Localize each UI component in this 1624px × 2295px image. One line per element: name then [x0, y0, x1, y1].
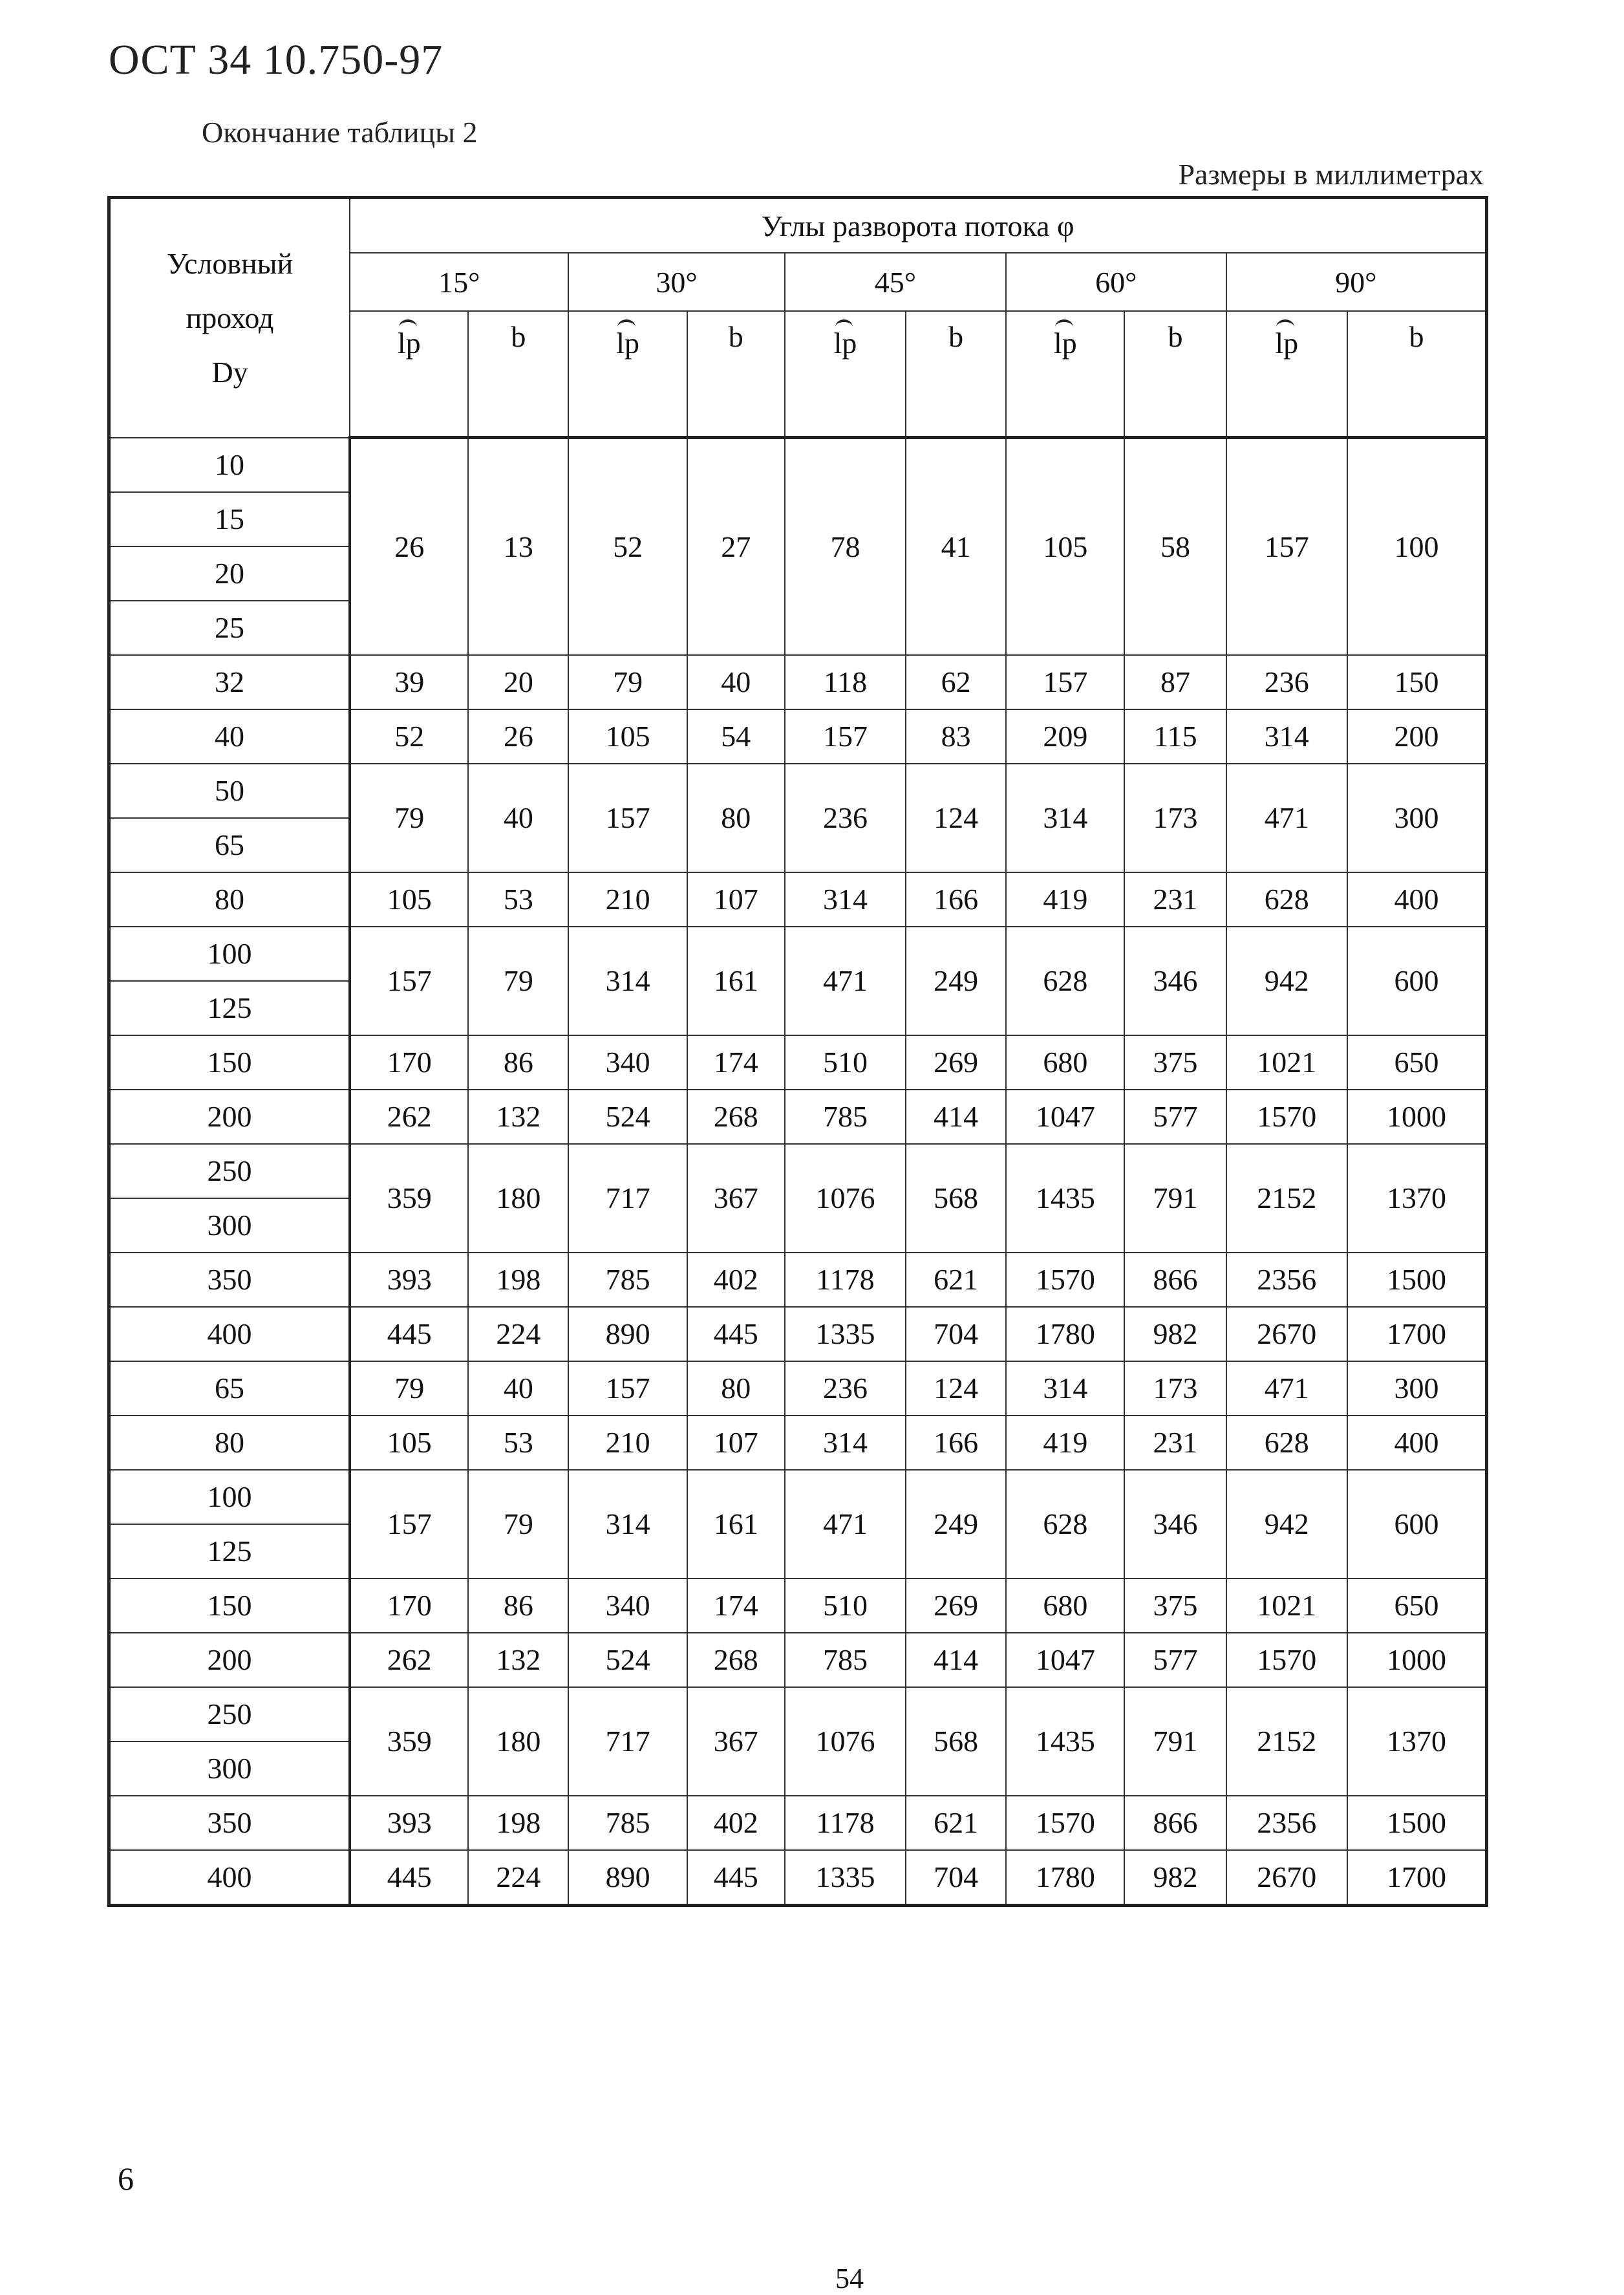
lp-value-cell: 157 [1226, 438, 1347, 655]
dy-cell: 400 [109, 1307, 350, 1361]
lp-header [785, 311, 906, 438]
b-value-cell: 600 [1347, 1470, 1487, 1578]
table-row [109, 1253, 1487, 1307]
b-value-cell: 115 [1124, 709, 1226, 764]
table-row [109, 1470, 1487, 1524]
b-value-cell: 54 [687, 709, 785, 764]
b-value-cell: 577 [1124, 1090, 1226, 1144]
dy-cell: 50 [109, 764, 350, 818]
lp-value-cell: 359 [350, 1687, 468, 1796]
b-value-cell: 600 [1347, 927, 1487, 1035]
table-caption: Окончание таблицы 2 [202, 116, 478, 149]
b-value-cell: 400 [1347, 872, 1487, 927]
dy-cell: 100 [109, 1470, 350, 1524]
table-row [109, 764, 1487, 818]
dy-cell: 20 [109, 546, 350, 601]
b-value-cell: 26 [468, 709, 568, 764]
lp-value-cell: 314 [785, 1416, 906, 1470]
b-value-cell: 86 [468, 1578, 568, 1633]
lp-value-cell: 393 [350, 1796, 468, 1850]
b-value-cell: 20 [468, 655, 568, 709]
lp-value-cell: 393 [350, 1253, 468, 1307]
lp-value-cell: 105 [350, 872, 468, 927]
dy-cell: 125 [109, 1524, 350, 1578]
lp-value-cell: 262 [350, 1633, 468, 1687]
lp-value-cell: 785 [568, 1796, 687, 1850]
b-value-cell: 269 [906, 1035, 1006, 1090]
b-value-cell: 1370 [1347, 1687, 1487, 1796]
lp-value-cell: 471 [1226, 764, 1347, 872]
b-value-cell: 268 [687, 1090, 785, 1144]
b-value-cell: 1370 [1347, 1144, 1487, 1253]
lp-value-cell: 785 [568, 1253, 687, 1307]
dy-header-line: проход [186, 301, 274, 334]
lp-value-cell: 359 [350, 1144, 468, 1253]
lp-value-cell: 680 [1006, 1578, 1124, 1633]
b-value-cell: 150 [1347, 655, 1487, 709]
lp-value-cell: 942 [1226, 1470, 1347, 1578]
lp-value-cell: 2356 [1226, 1796, 1347, 1850]
lp-value-cell: 118 [785, 655, 906, 709]
table-row [109, 1035, 1487, 1090]
table-row [109, 927, 1487, 981]
table-row [109, 1144, 1487, 1198]
lp-value-cell: 1047 [1006, 1090, 1124, 1144]
lp-value-cell: 890 [568, 1850, 687, 1906]
lp-value-cell: 79 [568, 655, 687, 709]
b-value-cell: 621 [906, 1796, 1006, 1850]
table-row [109, 709, 1487, 764]
b-value-cell: 198 [468, 1796, 568, 1850]
lp-value-cell: 1076 [785, 1687, 906, 1796]
lp-value-cell: 628 [1006, 927, 1124, 1035]
dy-cell: 100 [109, 927, 350, 981]
lp-label: lp [834, 319, 857, 360]
dy-cell: 150 [109, 1035, 350, 1090]
b-value-cell: 402 [687, 1796, 785, 1850]
lp-value-cell: 1047 [1006, 1633, 1124, 1687]
b-value-cell: 174 [687, 1578, 785, 1633]
lp-value-cell: 262 [350, 1090, 468, 1144]
b-value-cell: 866 [1124, 1253, 1226, 1307]
sheet-number: 54 [835, 2263, 864, 2294]
b-value-cell: 568 [906, 1687, 1006, 1796]
b-value-cell: 224 [468, 1307, 568, 1361]
b-value-cell: 445 [687, 1307, 785, 1361]
b-value-cell: 86 [468, 1035, 568, 1090]
lp-value-cell: 52 [350, 709, 468, 764]
table-row [109, 872, 1487, 927]
b-value-cell: 27 [687, 438, 785, 655]
lp-value-cell: 79 [350, 1361, 468, 1416]
b-value-cell: 704 [906, 1307, 1006, 1361]
b-value-cell: 53 [468, 872, 568, 927]
table-row [109, 1361, 1487, 1416]
table-row [109, 1796, 1487, 1850]
table-row [109, 1633, 1487, 1687]
b-value-cell: 79 [468, 927, 568, 1035]
lp-value-cell: 1021 [1226, 1035, 1347, 1090]
page-number: 6 [118, 2160, 134, 2197]
units-note: Размеры в миллиметрах [1178, 158, 1484, 191]
dy-cell: 300 [109, 1198, 350, 1253]
dy-cell: 150 [109, 1578, 350, 1633]
b-value-cell: 1000 [1347, 1633, 1487, 1687]
lp-value-cell: 717 [568, 1687, 687, 1796]
b-value-cell: 161 [687, 927, 785, 1035]
b-value-cell: 269 [906, 1578, 1006, 1633]
dimensions-table [107, 196, 1488, 1907]
b-value-cell: 346 [1124, 1470, 1226, 1578]
lp-label: lp [616, 319, 639, 360]
b-value-cell: 414 [906, 1090, 1006, 1144]
b-value-cell: 53 [468, 1416, 568, 1470]
b-value-cell: 791 [1124, 1687, 1226, 1796]
lp-value-cell: 236 [785, 1361, 906, 1416]
table-row [109, 1850, 1487, 1906]
lp-value-cell: 340 [568, 1035, 687, 1090]
lp-value-cell: 157 [1006, 655, 1124, 709]
lp-value-cell: 39 [350, 655, 468, 709]
lp-value-cell: 2356 [1226, 1253, 1347, 1307]
lp-value-cell: 157 [350, 927, 468, 1035]
b-value-cell: 1500 [1347, 1796, 1487, 1850]
b-value-cell: 1000 [1347, 1090, 1487, 1144]
lp-value-cell: 1780 [1006, 1307, 1124, 1361]
b-value-cell: 249 [906, 1470, 1006, 1578]
dy-cell: 65 [109, 818, 350, 872]
dy-cell: 350 [109, 1253, 350, 1307]
b-value-cell: 166 [906, 1416, 1006, 1470]
lp-value-cell: 340 [568, 1578, 687, 1633]
b-value-cell: 41 [906, 438, 1006, 655]
b-value-cell: 268 [687, 1633, 785, 1687]
b-value-cell: 58 [1124, 438, 1226, 655]
dy-cell: 32 [109, 655, 350, 709]
b-header: b [468, 311, 568, 438]
dy-cell: 80 [109, 1416, 350, 1470]
b-value-cell: 982 [1124, 1850, 1226, 1906]
lp-value-cell: 680 [1006, 1035, 1124, 1090]
b-value-cell: 300 [1347, 764, 1487, 872]
b-value-cell: 13 [468, 438, 568, 655]
lp-value-cell: 471 [785, 927, 906, 1035]
lp-value-cell: 1335 [785, 1850, 906, 1906]
lp-value-cell: 419 [1006, 1416, 1124, 1470]
angle-header: 60° [1006, 253, 1226, 311]
dy-cell: 250 [109, 1144, 350, 1198]
b-value-cell: 400 [1347, 1416, 1487, 1470]
b-value-cell: 124 [906, 764, 1006, 872]
lp-header [568, 311, 687, 438]
b-value-cell: 40 [468, 1361, 568, 1416]
lp-value-cell: 170 [350, 1578, 468, 1633]
lp-value-cell: 236 [785, 764, 906, 872]
lp-value-cell: 236 [1226, 655, 1347, 709]
b-value-cell: 173 [1124, 1361, 1226, 1416]
dy-cell: 65 [109, 1361, 350, 1416]
table-row [109, 1416, 1487, 1470]
lp-value-cell: 1178 [785, 1796, 906, 1850]
lp-value-cell: 157 [568, 764, 687, 872]
b-value-cell: 704 [906, 1850, 1006, 1906]
dy-header-line: Dy [211, 355, 248, 389]
b-value-cell: 224 [468, 1850, 568, 1906]
b-value-cell: 83 [906, 709, 1006, 764]
document-code: ОСТ 34 10.750-97 [109, 36, 443, 83]
dy-header-line: Условный [166, 246, 294, 280]
lp-value-cell: 1570 [1226, 1090, 1347, 1144]
b-value-cell: 174 [687, 1035, 785, 1090]
lp-value-cell: 628 [1006, 1470, 1124, 1578]
lp-value-cell: 2152 [1226, 1687, 1347, 1796]
dy-cell: 400 [109, 1850, 350, 1906]
lp-value-cell: 314 [785, 872, 906, 927]
b-value-cell: 367 [687, 1144, 785, 1253]
table-row [109, 1687, 1487, 1741]
b-value-cell: 173 [1124, 764, 1226, 872]
b-value-cell: 231 [1124, 1416, 1226, 1470]
b-value-cell: 621 [906, 1253, 1006, 1307]
lp-value-cell: 2670 [1226, 1850, 1347, 1906]
b-value-cell: 866 [1124, 1796, 1226, 1850]
b-value-cell: 87 [1124, 655, 1226, 709]
lp-label: lp [1054, 319, 1077, 360]
dy-cell: 125 [109, 981, 350, 1035]
b-value-cell: 577 [1124, 1633, 1226, 1687]
lp-value-cell: 26 [350, 438, 468, 655]
lp-value-cell: 157 [568, 1361, 687, 1416]
lp-value-cell: 1335 [785, 1307, 906, 1361]
lp-value-cell: 78 [785, 438, 906, 655]
lp-value-cell: 1570 [1226, 1633, 1347, 1687]
b-value-cell: 180 [468, 1687, 568, 1796]
lp-value-cell: 524 [568, 1633, 687, 1687]
lp-header [1006, 311, 1124, 438]
lp-value-cell: 314 [1006, 764, 1124, 872]
lp-label: lp [398, 319, 421, 360]
lp-value-cell: 210 [568, 1416, 687, 1470]
b-value-cell: 568 [906, 1144, 1006, 1253]
b-header: b [1347, 311, 1487, 438]
lp-label: lp [1275, 319, 1298, 360]
lp-value-cell: 628 [1226, 872, 1347, 927]
lp-value-cell: 524 [568, 1090, 687, 1144]
b-value-cell: 80 [687, 1361, 785, 1416]
angle-header: 30° [568, 253, 784, 311]
lp-value-cell: 785 [785, 1633, 906, 1687]
b-value-cell: 650 [1347, 1035, 1487, 1090]
b-value-cell: 249 [906, 927, 1006, 1035]
lp-value-cell: 210 [568, 872, 687, 927]
lp-value-cell: 79 [350, 764, 468, 872]
b-value-cell: 198 [468, 1253, 568, 1307]
dy-header [109, 198, 350, 438]
b-header: b [906, 311, 1006, 438]
b-value-cell: 132 [468, 1090, 568, 1144]
lp-value-cell: 419 [1006, 872, 1124, 927]
lp-value-cell: 1021 [1226, 1578, 1347, 1633]
lp-value-cell: 314 [568, 1470, 687, 1578]
lp-value-cell: 314 [568, 927, 687, 1035]
b-value-cell: 80 [687, 764, 785, 872]
b-value-cell: 124 [906, 1361, 1006, 1416]
lp-value-cell: 1435 [1006, 1687, 1124, 1796]
lp-value-cell: 445 [350, 1850, 468, 1906]
b-value-cell: 414 [906, 1633, 1006, 1687]
b-value-cell: 231 [1124, 872, 1226, 927]
b-value-cell: 375 [1124, 1578, 1226, 1633]
lp-value-cell: 510 [785, 1035, 906, 1090]
angles-title: Углы разворота потока φ [350, 198, 1486, 253]
dy-cell: 200 [109, 1633, 350, 1687]
lp-value-cell: 314 [1226, 709, 1347, 764]
lp-header [350, 311, 468, 438]
lp-value-cell: 105 [350, 1416, 468, 1470]
lp-value-cell: 1780 [1006, 1850, 1124, 1906]
b-value-cell: 166 [906, 872, 1006, 927]
lp-value-cell: 628 [1226, 1416, 1347, 1470]
lp-value-cell: 1076 [785, 1144, 906, 1253]
b-value-cell: 1700 [1347, 1307, 1487, 1361]
lp-value-cell: 157 [350, 1470, 468, 1578]
dy-cell: 80 [109, 872, 350, 927]
b-value-cell: 1500 [1347, 1253, 1487, 1307]
lp-value-cell: 890 [568, 1307, 687, 1361]
angle-header: 15° [350, 253, 568, 311]
lp-value-cell: 170 [350, 1035, 468, 1090]
lp-value-cell: 157 [785, 709, 906, 764]
b-value-cell: 107 [687, 1416, 785, 1470]
dy-cell: 10 [109, 438, 350, 492]
lp-value-cell: 510 [785, 1578, 906, 1633]
lp-value-cell: 2152 [1226, 1144, 1347, 1253]
lp-value-cell: 471 [785, 1470, 906, 1578]
dy-cell: 40 [109, 709, 350, 764]
b-value-cell: 180 [468, 1144, 568, 1253]
b-value-cell: 200 [1347, 709, 1487, 764]
lp-value-cell: 1570 [1006, 1796, 1124, 1850]
b-value-cell: 132 [468, 1633, 568, 1687]
dy-cell: 300 [109, 1741, 350, 1796]
b-value-cell: 79 [468, 1470, 568, 1578]
lp-value-cell: 52 [568, 438, 687, 655]
b-value-cell: 982 [1124, 1307, 1226, 1361]
b-value-cell: 40 [468, 764, 568, 872]
table-body [109, 438, 1487, 1906]
lp-value-cell: 785 [785, 1090, 906, 1144]
lp-value-cell: 314 [1006, 1361, 1124, 1416]
lp-value-cell: 209 [1006, 709, 1124, 764]
dy-cell: 250 [109, 1687, 350, 1741]
lp-value-cell: 942 [1226, 927, 1347, 1035]
b-value-cell: 100 [1347, 438, 1487, 655]
b-value-cell: 40 [687, 655, 785, 709]
dy-cell: 350 [109, 1796, 350, 1850]
b-value-cell: 62 [906, 655, 1006, 709]
b-value-cell: 445 [687, 1850, 785, 1906]
lp-value-cell: 2670 [1226, 1307, 1347, 1361]
dy-cell: 200 [109, 1090, 350, 1144]
lp-header [1226, 311, 1347, 438]
b-header: b [1124, 311, 1226, 438]
angle-header: 90° [1226, 253, 1487, 311]
b-value-cell: 375 [1124, 1035, 1226, 1090]
b-header: b [687, 311, 785, 438]
table-row [109, 1307, 1487, 1361]
lp-value-cell: 471 [1226, 1361, 1347, 1416]
angle-header: 45° [785, 253, 1006, 311]
dy-cell: 25 [109, 601, 350, 655]
lp-value-cell: 717 [568, 1144, 687, 1253]
lp-value-cell: 445 [350, 1307, 468, 1361]
lp-value-cell: 105 [568, 709, 687, 764]
table-row [109, 1090, 1487, 1144]
b-value-cell: 346 [1124, 927, 1226, 1035]
b-value-cell: 367 [687, 1687, 785, 1796]
b-value-cell: 300 [1347, 1361, 1487, 1416]
lp-value-cell: 1435 [1006, 1144, 1124, 1253]
table-row [109, 1578, 1487, 1633]
table-row [109, 655, 1487, 709]
table-row [109, 438, 1487, 492]
lp-value-cell: 105 [1006, 438, 1124, 655]
b-value-cell: 107 [687, 872, 785, 927]
b-value-cell: 402 [687, 1253, 785, 1307]
b-value-cell: 791 [1124, 1144, 1226, 1253]
b-value-cell: 650 [1347, 1578, 1487, 1633]
lp-value-cell: 1570 [1006, 1253, 1124, 1307]
b-value-cell: 1700 [1347, 1850, 1487, 1906]
dy-cell: 15 [109, 492, 350, 546]
lp-value-cell: 1178 [785, 1253, 906, 1307]
b-value-cell: 161 [687, 1470, 785, 1578]
